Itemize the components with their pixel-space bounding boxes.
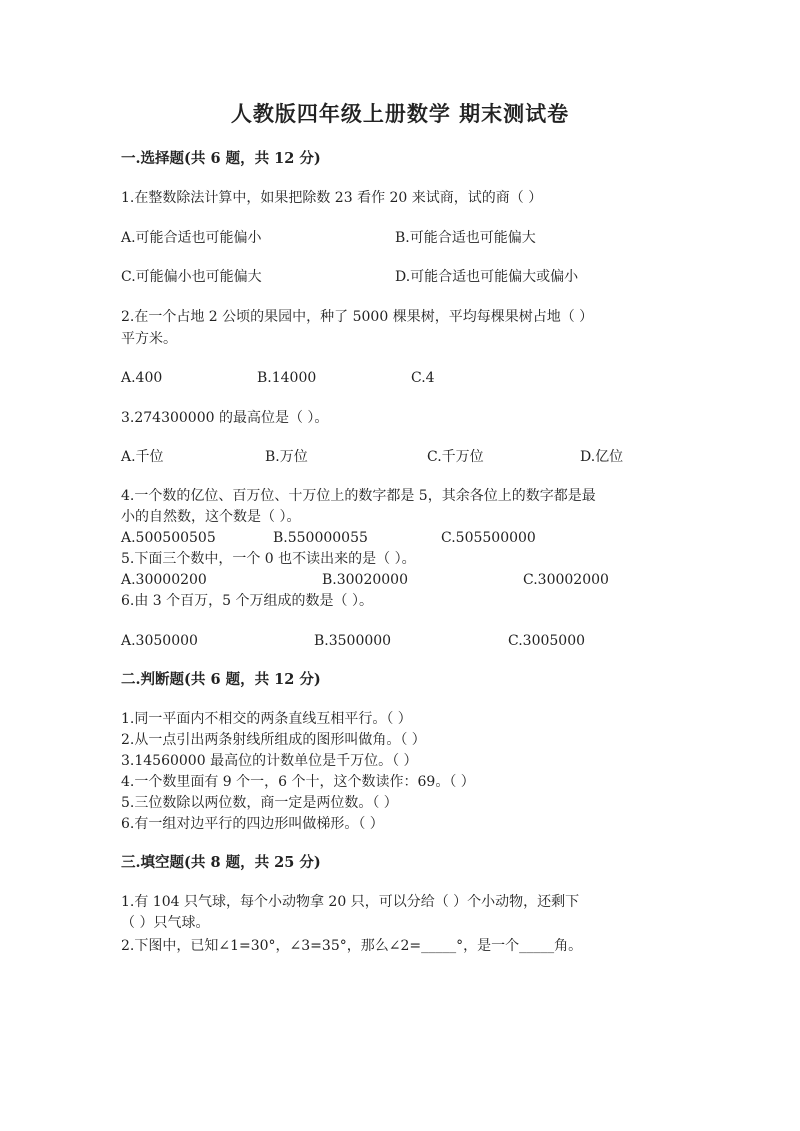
question-4-stem-line2: 小的自然数，这个数是（ ）。 xyxy=(121,509,301,525)
question-1-option-c: C.可能偏小也可能偏大 xyxy=(121,269,262,285)
question-3-option-b: B.万位 xyxy=(265,449,308,465)
fill-question-2: 2.下图中，已知∠1=30°，∠3=35°，那么∠2=_____°，是一个_____角。 xyxy=(121,938,583,954)
judgment-item-5: 5.三位数除以两位数，商一定是两位数。（ ） xyxy=(121,795,398,811)
question-6-stem: 6.由 3 个百万，5 个万组成的数是（ ）。 xyxy=(121,593,373,609)
question-1-option-b: B.可能合适也可能偏大 xyxy=(395,230,536,246)
question-5-option-b: B.30020000 xyxy=(322,572,408,588)
question-6-option-c: C.3005000 xyxy=(508,633,586,649)
question-5-option-a: A.30000200 xyxy=(121,572,207,588)
question-2-stem-line2: 平方米。 xyxy=(121,331,177,347)
question-6-option-a: A.3050000 xyxy=(121,633,198,649)
judgment-item-3: 3.14560000 最高位的计数单位是千万位。（ ） xyxy=(121,753,418,769)
fill-question-1-line2: （ ）只气球。 xyxy=(121,915,210,931)
judgment-item-6: 6.有一组对边平行的四边形叫做梯形。（ ） xyxy=(121,816,384,832)
page-title: 人教版四年级上册数学 期末测试卷 xyxy=(230,101,570,126)
section-heading-judgment: 二.判断题(共 6 题，共 12 分) xyxy=(121,671,321,688)
question-2-stem-line1: 2.在一个占地 2 公顷的果园中，种了 5000 棵果树，平均每棵果树占地（ ） xyxy=(121,309,594,325)
question-1-stem: 1.在整数除法计算中，如果把除数 23 看作 20 来试商，试的商（ ） xyxy=(121,190,543,206)
question-2-option-b: B.14000 xyxy=(257,370,317,386)
question-4-option-a: A.500500505 xyxy=(121,530,216,546)
question-5-stem: 5.下面三个数中，一个 0 也不读出来的是（ ）。 xyxy=(121,551,416,567)
judgment-item-2: 2.从一点引出两条射线所组成的图形叫做角。（ ） xyxy=(121,732,426,748)
question-3-option-a: A.千位 xyxy=(121,449,164,465)
question-2-option-a: A.400 xyxy=(121,370,163,386)
question-1-option-a: A.可能合适也可能偏小 xyxy=(121,230,262,246)
question-3-stem: 3.274300000 的最高位是（ ）。 xyxy=(121,410,329,426)
question-5-option-c: C.30002000 xyxy=(523,572,609,588)
judgment-item-1: 1.同一平面内不相交的两条直线互相平行。（ ） xyxy=(121,711,412,727)
question-4-option-c: C.505500000 xyxy=(441,530,536,546)
question-4-stem-line1: 4.一个数的亿位、百万位、十万位上的数字都是 5，其余各位上的数字都是最 xyxy=(121,488,596,504)
section-heading-choice: 一.选择题(共 6 题，共 12 分) xyxy=(121,150,321,167)
question-2-option-c: C.4 xyxy=(411,370,435,386)
question-3-option-c: C.千万位 xyxy=(427,449,484,465)
section-heading-fill-blank: 三.填空题(共 8 题，共 25 分) xyxy=(121,854,321,871)
question-6-option-b: B.3500000 xyxy=(314,633,392,649)
question-1-option-d: D.可能合适也可能偏大或偏小 xyxy=(395,269,579,285)
fill-question-1-line1: 1.有 104 只气球，每个小动物拿 20 只，可以分给（ ）个小动物，还剩下 xyxy=(121,894,580,910)
question-4-option-b: B.550000055 xyxy=(273,530,368,546)
question-3-option-d: D.亿位 xyxy=(580,449,624,465)
judgment-item-4: 4.一个数里面有 9 个一，6 个十，这个数读作：69。（ ） xyxy=(121,774,475,790)
